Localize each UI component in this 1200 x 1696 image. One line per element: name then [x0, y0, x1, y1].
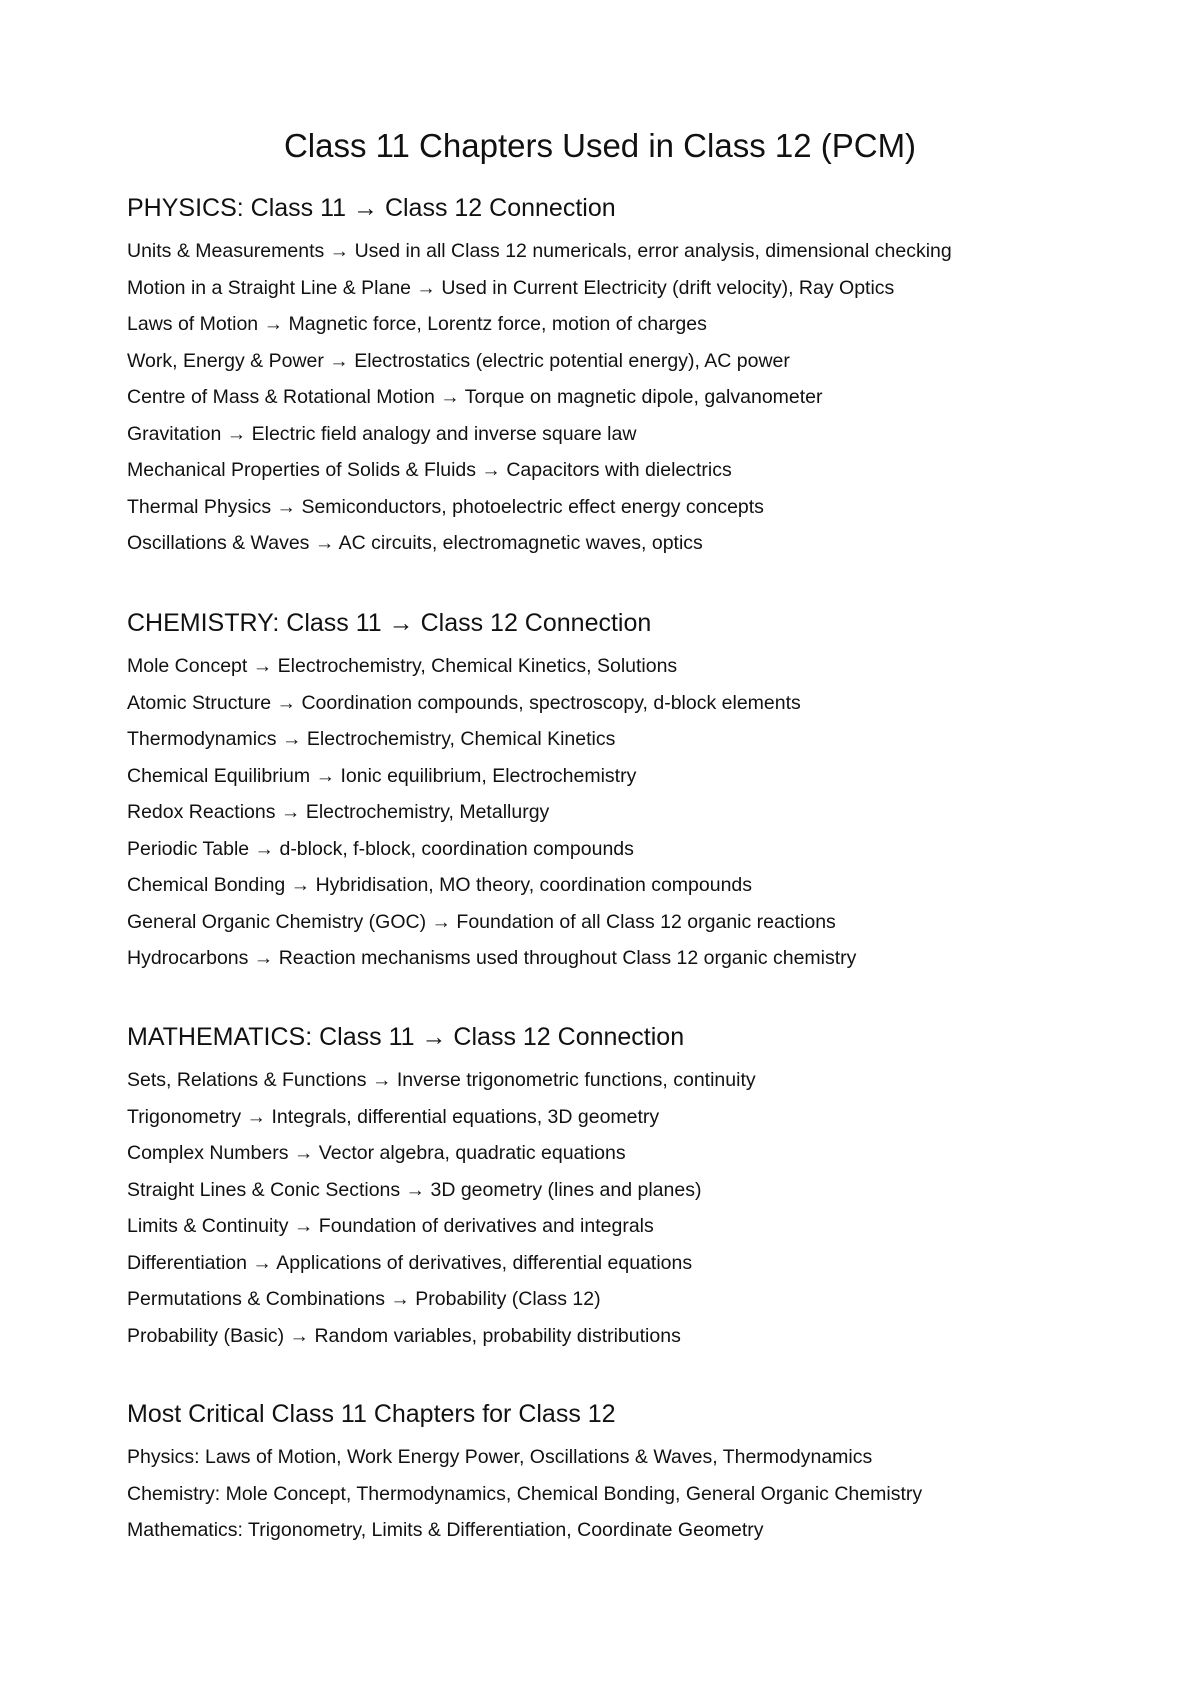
physics-section	[127, 191, 1127, 562]
chemistry-item: Redox Reactions → Electrochemistry, Metallurgy	[127, 801, 550, 823]
physics-item: Units & Measurements → Used in all Class 12 numericals, error analysis, dimensional checking	[127, 240, 952, 262]
mathematics-item: Probability (Basic) → Random variables, probability distributions	[127, 1324, 681, 1347]
physics-item: Mechanical Properties of Solids & Fluids → Capacitors with dielectrics	[127, 459, 732, 481]
chemistry-item: Atomic Structure → Coordination compounds, spectroscopy, d-block elements	[127, 691, 801, 714]
mathematics-item: Trigonometry → Integrals, differential equations, 3D geometry	[127, 1105, 660, 1128]
physics-item: Centre of Mass & Rotational Motion → Torque on magnetic dipole, galvanometer	[127, 386, 823, 408]
chemistry-item: Chemical Bonding → Hybridisation, MO theory, coordination compounds	[127, 874, 753, 896]
physics-item: Laws of Motion → Magnetic force, Lorentz force, motion of charges	[127, 313, 707, 335]
chemistry-item: Mole Concept → Electrochemistry, Chemical Kinetics, Solutions	[127, 655, 678, 677]
chemistry-item: Periodic Table → d-block, f-block, coordination compounds	[127, 837, 634, 860]
chemistry-section	[127, 606, 1127, 977]
chemistry-item: Hydrocarbons → Reaction mechanisms used throughout Class 12 organic chemistry	[127, 947, 857, 969]
physics-item: Oscillations & Waves → AC circuits, electromagnetic waves, optics	[127, 532, 703, 554]
physics-item: Gravitation → Electric field analogy and inverse square law	[127, 422, 637, 445]
mathematics-item: Sets, Relations & Functions → Inverse trigonometric functions, continuity	[127, 1069, 756, 1091]
mathematics-item: Limits & Continuity → Foundation of derivatives and integrals	[127, 1215, 654, 1237]
chemistry-item: Chemical Equilibrium → Ionic equilibrium, Electrochemistry	[127, 764, 637, 787]
mathematics-section	[127, 1020, 1127, 1354]
mathematics-item: Straight Lines & Conic Sections → 3D geometry (lines and planes)	[127, 1178, 702, 1201]
critical-heading: Most Critical Class 11 Chapters for Class 12	[127, 1400, 616, 1428]
chemistry-item: Thermodynamics → Electrochemistry, Chemical Kinetics	[127, 728, 616, 750]
physics-item: Thermal Physics → Semiconductors, photoelectric effect energy concepts	[127, 495, 764, 518]
mathematics-heading: MATHEMATICS: Class 11 → Class 12 Connection	[127, 1023, 685, 1051]
physics-heading: PHYSICS: Class 11 → Class 12 Connection	[127, 194, 616, 222]
mathematics-item: Differentiation → Applications of derivatives, differential equations	[127, 1251, 693, 1274]
critical-item: Mathematics: Trigonometry, Limits & Differentiation, Coordinate Geometry	[127, 1519, 764, 1541]
chemistry-item: General Organic Chemistry (GOC) → Foundation of all Class 12 organic reactions	[127, 910, 836, 933]
mathematics-item: Complex Numbers → Vector algebra, quadratic equations	[127, 1142, 626, 1164]
physics-item: Work, Energy & Power → Electrostatics (electric potential energy), AC power	[127, 349, 790, 372]
mathematics-item: Permutations & Combinations → Probability (Class 12)	[127, 1288, 601, 1310]
critical-item: Physics: Laws of Motion, Work Energy Power, Oscillations & Waves, Thermodynamics	[127, 1446, 873, 1468]
document-title: Class 11 Chapters Used in Class 12 (PCM)	[283, 127, 917, 164]
critical-section	[127, 1397, 1127, 1549]
physics-item: Motion in a Straight Line & Plane → Used in Current Electricity (drift velocity), Ray Optics	[127, 276, 895, 299]
critical-item: Chemistry: Mole Concept, Thermodynamics, Chemical Bonding, General Organic Chemistry	[127, 1482, 923, 1505]
chemistry-heading: CHEMISTRY: Class 11 → Class 12 Connection	[127, 609, 652, 637]
